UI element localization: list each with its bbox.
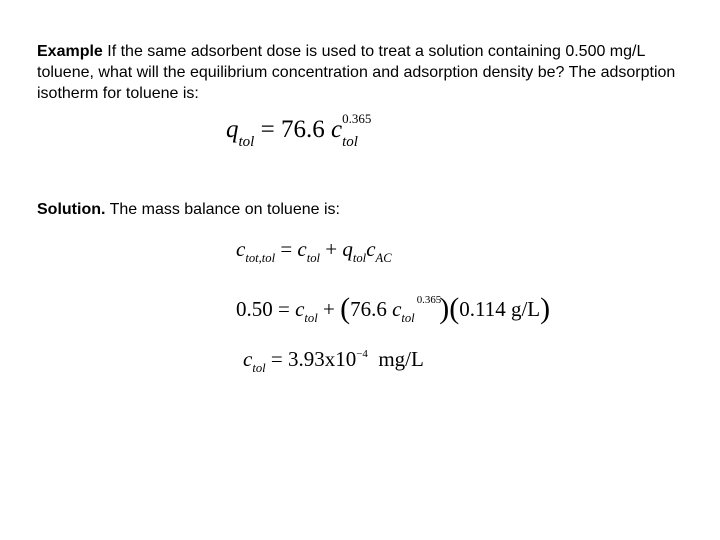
- isotherm-c: c: [330, 116, 343, 143]
- problem-statement: [37, 41, 697, 104]
- eq1-c2-sub: tol: [306, 251, 321, 265]
- eq2-c: c: [295, 297, 305, 321]
- eq2-exponent: 0.365: [416, 294, 442, 306]
- solution-statement: [37, 199, 340, 220]
- solution-text: The mass balance on toluene is:: [105, 201, 340, 218]
- eq2-coefficient: 76.6: [350, 297, 387, 321]
- solution-heading: Solution.: [37, 201, 106, 218]
- eq1-plus: +: [320, 237, 343, 261]
- eq3-c-sub: tol: [252, 361, 266, 375]
- eq2-dose: 0.114 g/L: [459, 297, 541, 321]
- eq3-unit: mg/L: [367, 347, 424, 371]
- eq1-c: c: [236, 237, 246, 261]
- eq1-c3: c: [366, 237, 376, 261]
- eq2-plus: +: [317, 297, 341, 321]
- eq2-open-paren: (: [340, 292, 351, 325]
- eq2-c2-sub: tol: [401, 311, 415, 325]
- isotherm-exponent: 0.365: [342, 111, 372, 126]
- isotherm-coefficient: = 76.6: [260, 116, 325, 143]
- isotherm-c-sub: tol: [342, 134, 358, 150]
- substituted-equation: [236, 290, 550, 324]
- isotherm-equation: [226, 111, 372, 150]
- eq2-c-sub: tol: [304, 311, 318, 325]
- eq1-q: q: [342, 237, 353, 261]
- isotherm-q: q: [226, 116, 239, 143]
- eq2-lhs: 0.50 =: [236, 297, 296, 321]
- eq3-exponent: −4: [356, 348, 368, 360]
- eq1-c-sub: tot,tol: [245, 251, 276, 265]
- eq1-c2: c: [297, 237, 307, 261]
- mass-balance-equation: [236, 237, 392, 265]
- eq1-q-sub: tol: [352, 251, 367, 265]
- eq1-c3-sub: AC: [375, 251, 392, 265]
- example-heading: Example: [37, 43, 103, 60]
- problem-text: If the same adsorbent dose is used to treat a solution containing 0.500 mg/L toluene, what will the equilibrium concentration and adsorption density be? The adsorption isotherm for toluene is:: [37, 43, 676, 102]
- isotherm-q-sub: tol: [238, 134, 255, 150]
- eq2-close-paren: ): [540, 292, 551, 325]
- eq2-c2: c: [392, 297, 402, 321]
- eq1-equals: =: [275, 237, 298, 261]
- result-equation: [243, 347, 424, 375]
- eq2-middle-paren: )(: [439, 292, 460, 325]
- eq3-c: c: [243, 347, 253, 371]
- eq3-value: = 3.93x10: [265, 347, 357, 371]
